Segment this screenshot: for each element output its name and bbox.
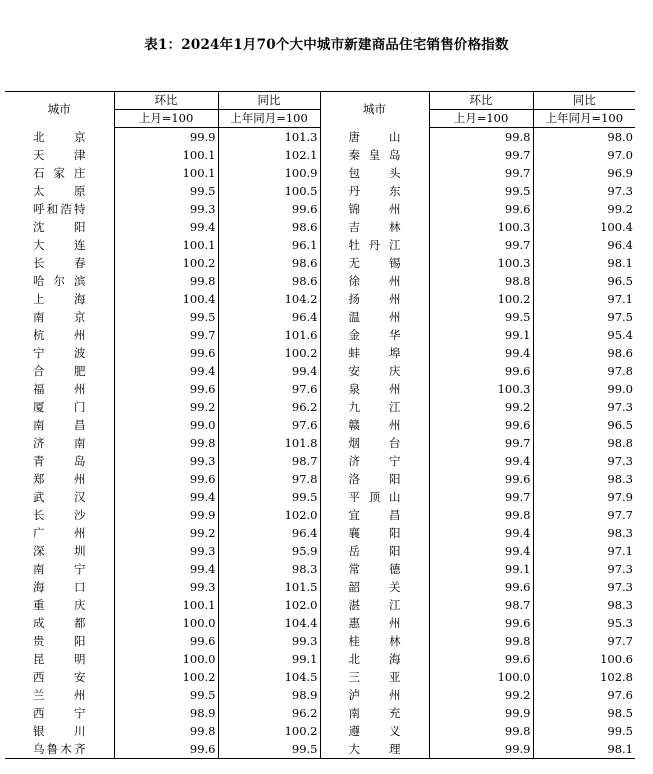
mom-index-left: 99.3 — [114, 578, 218, 596]
mom-index-right: 99.9 — [429, 704, 533, 722]
mom-index-left: 100.0 — [114, 650, 218, 668]
yoy-index-left: 101.3 — [218, 128, 320, 147]
yoy-index-left: 98.3 — [218, 560, 320, 578]
mom-index-right: 99.2 — [429, 398, 533, 416]
mom-index-right: 100.3 — [429, 218, 533, 236]
city-name-right: 宜昌 — [320, 506, 429, 524]
mom-index-right: 99.2 — [429, 686, 533, 704]
city-name-left: 长沙 — [5, 506, 114, 524]
city-name-left: 上海 — [5, 290, 114, 308]
mom-index-left: 100.2 — [114, 254, 218, 272]
table-body — [5, 128, 635, 759]
mom-index-right: 99.4 — [429, 524, 533, 542]
mom-index-right: 99.6 — [429, 650, 533, 668]
yoy-index-right: 99.2 — [607, 202, 633, 216]
mom-index-left: 99.6 — [114, 344, 218, 362]
mom-index-left: 99.2 — [114, 524, 218, 542]
table-row — [5, 272, 635, 290]
city-name-left: 西安 — [5, 668, 114, 686]
yoy-index-left: 99.5 — [218, 488, 320, 506]
mom-index-right: 99.8 — [429, 632, 533, 650]
city-name-right: 温州 — [320, 308, 429, 326]
mom-index-right: 99.5 — [429, 308, 533, 326]
mom-index-right: 99.7 — [429, 236, 533, 254]
table-row — [5, 326, 635, 344]
city-name-left: 宁波 — [5, 344, 114, 362]
city-name-left: 北京 — [5, 128, 114, 147]
table-row — [5, 362, 635, 380]
city-name-left: 长春 — [5, 254, 114, 272]
table-row — [5, 128, 635, 147]
city-name-right: 吉林 — [320, 218, 429, 236]
yoy-index-left: 99.3 — [218, 632, 320, 650]
yoy-index-left: 101.6 — [218, 326, 320, 344]
table-row — [5, 200, 635, 218]
mom-index-right: 99.9 — [429, 740, 533, 759]
yoy-index-left: 96.1 — [218, 236, 320, 254]
table-row — [5, 452, 635, 470]
yoy-index-left: 100.5 — [218, 182, 320, 200]
table-row — [5, 398, 635, 416]
yoy-index-right: 97.8 — [607, 364, 633, 378]
yoy-index-left: 104.2 — [218, 290, 320, 308]
mom-index-left: 98.9 — [114, 704, 218, 722]
yoy-index-left: 96.4 — [218, 524, 320, 542]
table-row — [5, 254, 635, 272]
table-row — [5, 722, 635, 740]
city-name-left: 贵阳 — [5, 632, 114, 650]
yoy-index-left: 101.5 — [218, 578, 320, 596]
yoy-index-right: 100.4 — [600, 220, 633, 234]
header-city-right: 城市 — [320, 92, 429, 128]
mom-index-left: 100.1 — [114, 146, 218, 164]
price-index-table — [5, 91, 635, 759]
mom-index-left: 99.9 — [114, 128, 218, 147]
table-row — [5, 650, 635, 668]
yoy-index-right: 98.0 — [607, 130, 633, 144]
yoy-index-left: 102.0 — [218, 506, 320, 524]
table-row — [5, 218, 635, 236]
mom-index-left: 99.5 — [114, 182, 218, 200]
mom-index-right: 99.5 — [429, 182, 533, 200]
city-name-left: 广州 — [5, 524, 114, 542]
city-name-left: 大连 — [5, 236, 114, 254]
yoy-index-left: 97.8 — [218, 470, 320, 488]
city-name-right: 湛江 — [320, 596, 429, 614]
city-name-left: 沈阳 — [5, 218, 114, 236]
yoy-index-right: 97.3 — [607, 400, 633, 414]
city-name-right: 蚌埠 — [320, 344, 429, 362]
mom-index-right: 99.6 — [429, 578, 533, 596]
mom-index-left: 99.6 — [114, 740, 218, 759]
table-row — [5, 524, 635, 542]
mom-index-right: 98.7 — [429, 596, 533, 614]
city-name-left: 哈尔滨 — [5, 272, 114, 290]
city-name-left: 南京 — [5, 308, 114, 326]
mom-index-right: 99.6 — [429, 200, 533, 218]
yoy-index-left: 102.0 — [218, 596, 320, 614]
city-name-right: 三亚 — [320, 668, 429, 686]
city-name-left: 深圳 — [5, 542, 114, 560]
table-row — [5, 578, 635, 596]
city-name-left: 青岛 — [5, 452, 114, 470]
yoy-index-right: 99.5 — [607, 724, 633, 738]
yoy-index-left: 104.5 — [218, 668, 320, 686]
mom-index-left: 99.5 — [114, 308, 218, 326]
mom-index-right: 99.7 — [429, 164, 533, 182]
city-name-left: 合肥 — [5, 362, 114, 380]
yoy-index-left: 99.4 — [218, 362, 320, 380]
city-name-right: 南充 — [320, 704, 429, 722]
yoy-index-right: 96.5 — [607, 418, 633, 432]
mom-index-left: 100.1 — [114, 164, 218, 182]
city-name-left: 成都 — [5, 614, 114, 632]
city-name-left: 杭州 — [5, 326, 114, 344]
yoy-index-right: 100.6 — [600, 652, 633, 666]
mom-index-right: 99.6 — [429, 614, 533, 632]
table-row — [5, 632, 635, 650]
yoy-index-right: 95.3 — [607, 616, 633, 630]
city-name-right: 济宁 — [320, 452, 429, 470]
city-name-right: 无锡 — [320, 254, 429, 272]
header-yoy-right: 同比 — [533, 92, 635, 110]
mom-index-left: 100.2 — [114, 668, 218, 686]
table-row — [5, 434, 635, 452]
yoy-index-left: 98.6 — [218, 254, 320, 272]
yoy-index-right: 97.1 — [607, 292, 633, 306]
yoy-index-right: 97.0 — [607, 148, 633, 162]
table-row — [5, 668, 635, 686]
yoy-index-right: 98.3 — [607, 526, 633, 540]
city-name-right: 常德 — [320, 560, 429, 578]
yoy-index-left: 101.8 — [218, 434, 320, 452]
mom-index-right: 99.4 — [429, 452, 533, 470]
header-yoy-base-right: 上年同月=100 — [533, 110, 635, 128]
table-row — [5, 308, 635, 326]
city-name-left: 厦门 — [5, 398, 114, 416]
table-row — [5, 146, 635, 164]
table-row — [5, 470, 635, 488]
table-row — [5, 506, 635, 524]
city-name-right: 洛阳 — [320, 470, 429, 488]
mom-index-left: 99.3 — [114, 452, 218, 470]
mom-index-left: 99.8 — [114, 272, 218, 290]
city-name-right: 丹东 — [320, 182, 429, 200]
mom-index-left: 99.5 — [114, 686, 218, 704]
mom-index-right: 99.8 — [429, 722, 533, 740]
table-row — [5, 740, 635, 759]
header-mom-left: 环比 — [114, 92, 218, 110]
yoy-index-left: 96.4 — [218, 308, 320, 326]
mom-index-left: 99.3 — [114, 542, 218, 560]
city-name-left: 天津 — [5, 146, 114, 164]
header-city-left: 城市 — [5, 92, 114, 128]
city-name-right: 韶关 — [320, 578, 429, 596]
mom-index-right: 100.3 — [429, 254, 533, 272]
yoy-index-right: 97.6 — [607, 688, 633, 702]
mom-index-left: 99.2 — [114, 398, 218, 416]
table-row — [5, 344, 635, 362]
table-row — [5, 596, 635, 614]
city-name-left: 南宁 — [5, 560, 114, 578]
yoy-index-right: 97.7 — [607, 634, 633, 648]
city-name-right: 惠州 — [320, 614, 429, 632]
yoy-index-right: 97.9 — [607, 490, 633, 504]
city-name-left: 乌鲁木齐 — [5, 740, 114, 759]
city-name-left: 西宁 — [5, 704, 114, 722]
city-name-right: 锦州 — [320, 200, 429, 218]
mom-index-left: 99.9 — [114, 506, 218, 524]
mom-index-right: 99.7 — [429, 146, 533, 164]
table-row — [5, 236, 635, 254]
mom-index-left: 99.0 — [114, 416, 218, 434]
city-name-left: 呼和浩特 — [5, 200, 114, 218]
yoy-index-right: 97.7 — [607, 508, 633, 522]
yoy-index-right: 97.3 — [607, 580, 633, 594]
yoy-index-right: 97.3 — [607, 562, 633, 576]
mom-index-left: 99.4 — [114, 362, 218, 380]
yoy-index-right: 95.4 — [607, 328, 633, 342]
yoy-index-right: 97.5 — [607, 310, 633, 324]
table-row — [5, 182, 635, 200]
city-name-right: 桂林 — [320, 632, 429, 650]
city-name-left: 南昌 — [5, 416, 114, 434]
mom-index-right: 99.1 — [429, 326, 533, 344]
mom-index-right: 99.4 — [429, 542, 533, 560]
mom-index-right: 100.0 — [429, 668, 533, 686]
city-name-right: 九江 — [320, 398, 429, 416]
mom-index-left: 99.4 — [114, 218, 218, 236]
city-name-right: 秦皇岛 — [320, 146, 429, 164]
mom-index-left: 100.4 — [114, 290, 218, 308]
yoy-index-left: 98.6 — [218, 218, 320, 236]
yoy-index-right: 96.4 — [607, 238, 633, 252]
city-name-right: 赣州 — [320, 416, 429, 434]
yoy-index-left: 99.1 — [218, 650, 320, 668]
mom-index-left: 99.3 — [114, 200, 218, 218]
page-title: 表1：2024年1月70个大中城市新建商品住宅销售价格指数 — [144, 37, 509, 53]
city-name-left: 昆明 — [5, 650, 114, 668]
city-name-right: 安庆 — [320, 362, 429, 380]
city-name-left: 兰州 — [5, 686, 114, 704]
city-name-right: 包头 — [320, 164, 429, 182]
yoy-index-right: 98.1 — [533, 740, 635, 759]
yoy-index-right: 98.6 — [607, 346, 633, 360]
city-name-right: 大理 — [320, 740, 429, 759]
table-row — [5, 542, 635, 560]
header-mom-base-right: 上月=100 — [429, 110, 533, 128]
yoy-index-left: 98.6 — [218, 272, 320, 290]
mom-index-right: 99.6 — [429, 470, 533, 488]
mom-index-left: 99.8 — [114, 722, 218, 740]
table-row — [5, 164, 635, 182]
city-name-right: 遵义 — [320, 722, 429, 740]
city-name-left: 海口 — [5, 578, 114, 596]
city-name-right: 烟台 — [320, 434, 429, 452]
table-row — [5, 686, 635, 704]
mom-index-left: 99.4 — [114, 488, 218, 506]
yoy-index-left: 99.5 — [218, 740, 320, 759]
yoy-index-right: 98.3 — [607, 472, 633, 486]
mom-index-right: 98.8 — [429, 272, 533, 290]
yoy-index-left: 98.9 — [218, 686, 320, 704]
table-row — [5, 380, 635, 398]
mom-index-left: 99.6 — [114, 632, 218, 650]
yoy-index-right: 99.0 — [607, 382, 633, 396]
table-row — [5, 704, 635, 722]
mom-index-right: 99.4 — [429, 344, 533, 362]
city-name-left: 济南 — [5, 434, 114, 452]
yoy-index-left: 99.6 — [218, 200, 320, 218]
city-name-left: 重庆 — [5, 596, 114, 614]
table-row — [5, 488, 635, 506]
mom-index-left: 99.6 — [114, 380, 218, 398]
city-name-left: 郑州 — [5, 470, 114, 488]
header-yoy-base-left: 上年同月=100 — [218, 110, 320, 128]
yoy-index-left: 96.2 — [218, 704, 320, 722]
yoy-index-right: 97.3 — [607, 454, 633, 468]
city-name-left: 武汉 — [5, 488, 114, 506]
mom-index-left: 100.1 — [114, 596, 218, 614]
yoy-index-right: 102.8 — [600, 670, 633, 684]
mom-index-left: 99.4 — [114, 560, 218, 578]
yoy-index-right: 96.5 — [607, 274, 633, 288]
city-name-left: 银川 — [5, 722, 114, 740]
yoy-index-left: 102.1 — [218, 146, 320, 164]
city-name-right: 徐州 — [320, 272, 429, 290]
city-name-right: 泉州 — [320, 380, 429, 398]
mom-index-left: 99.6 — [114, 470, 218, 488]
yoy-index-right: 98.3 — [607, 598, 633, 612]
yoy-index-right: 97.1 — [607, 544, 633, 558]
yoy-index-left: 97.6 — [218, 380, 320, 398]
header-mom-base-left: 上月=100 — [114, 110, 218, 128]
city-name-right: 北海 — [320, 650, 429, 668]
mom-index-left: 100.0 — [114, 614, 218, 632]
city-name-right: 岳阳 — [320, 542, 429, 560]
table-row — [5, 614, 635, 632]
yoy-index-left: 104.4 — [218, 614, 320, 632]
city-name-right: 扬州 — [320, 290, 429, 308]
header-row-groups — [5, 92, 635, 110]
mom-index-right: 99.1 — [429, 560, 533, 578]
yoy-index-left: 98.7 — [218, 452, 320, 470]
mom-index-right: 100.2 — [429, 290, 533, 308]
city-name-right: 唐山 — [320, 128, 429, 147]
city-name-left: 太原 — [5, 182, 114, 200]
table-row — [5, 560, 635, 578]
mom-index-right: 99.6 — [429, 416, 533, 434]
mom-index-right: 99.7 — [429, 488, 533, 506]
city-name-right: 牡丹江 — [320, 236, 429, 254]
mom-index-right: 100.3 — [429, 380, 533, 398]
mom-index-right: 99.7 — [429, 434, 533, 452]
header-mom-right: 环比 — [429, 92, 533, 110]
yoy-index-right: 98.5 — [607, 706, 633, 720]
table-row — [5, 416, 635, 434]
city-name-right: 泸州 — [320, 686, 429, 704]
mom-index-left: 99.8 — [114, 434, 218, 452]
city-name-right: 襄阳 — [320, 524, 429, 542]
city-name-left: 石家庄 — [5, 164, 114, 182]
yoy-index-right: 96.9 — [607, 166, 633, 180]
mom-index-right: 99.6 — [429, 362, 533, 380]
mom-index-left: 99.7 — [114, 326, 218, 344]
city-name-left: 福州 — [5, 380, 114, 398]
yoy-index-left: 100.2 — [218, 722, 320, 740]
header-yoy-left: 同比 — [218, 92, 320, 110]
yoy-index-left: 100.2 — [218, 344, 320, 362]
yoy-index-right: 97.3 — [607, 184, 633, 198]
table-row — [5, 290, 635, 308]
city-name-right: 平顶山 — [320, 488, 429, 506]
city-name-right: 金华 — [320, 326, 429, 344]
yoy-index-right: 98.1 — [607, 256, 633, 270]
yoy-index-right: 98.8 — [607, 436, 633, 450]
mom-index-left: 100.1 — [114, 236, 218, 254]
yoy-index-left: 96.2 — [218, 398, 320, 416]
yoy-index-left: 100.9 — [218, 164, 320, 182]
yoy-index-left: 95.9 — [218, 542, 320, 560]
yoy-index-left: 97.6 — [218, 416, 320, 434]
mom-index-right: 99.8 — [429, 128, 533, 147]
mom-index-right: 99.8 — [429, 506, 533, 524]
